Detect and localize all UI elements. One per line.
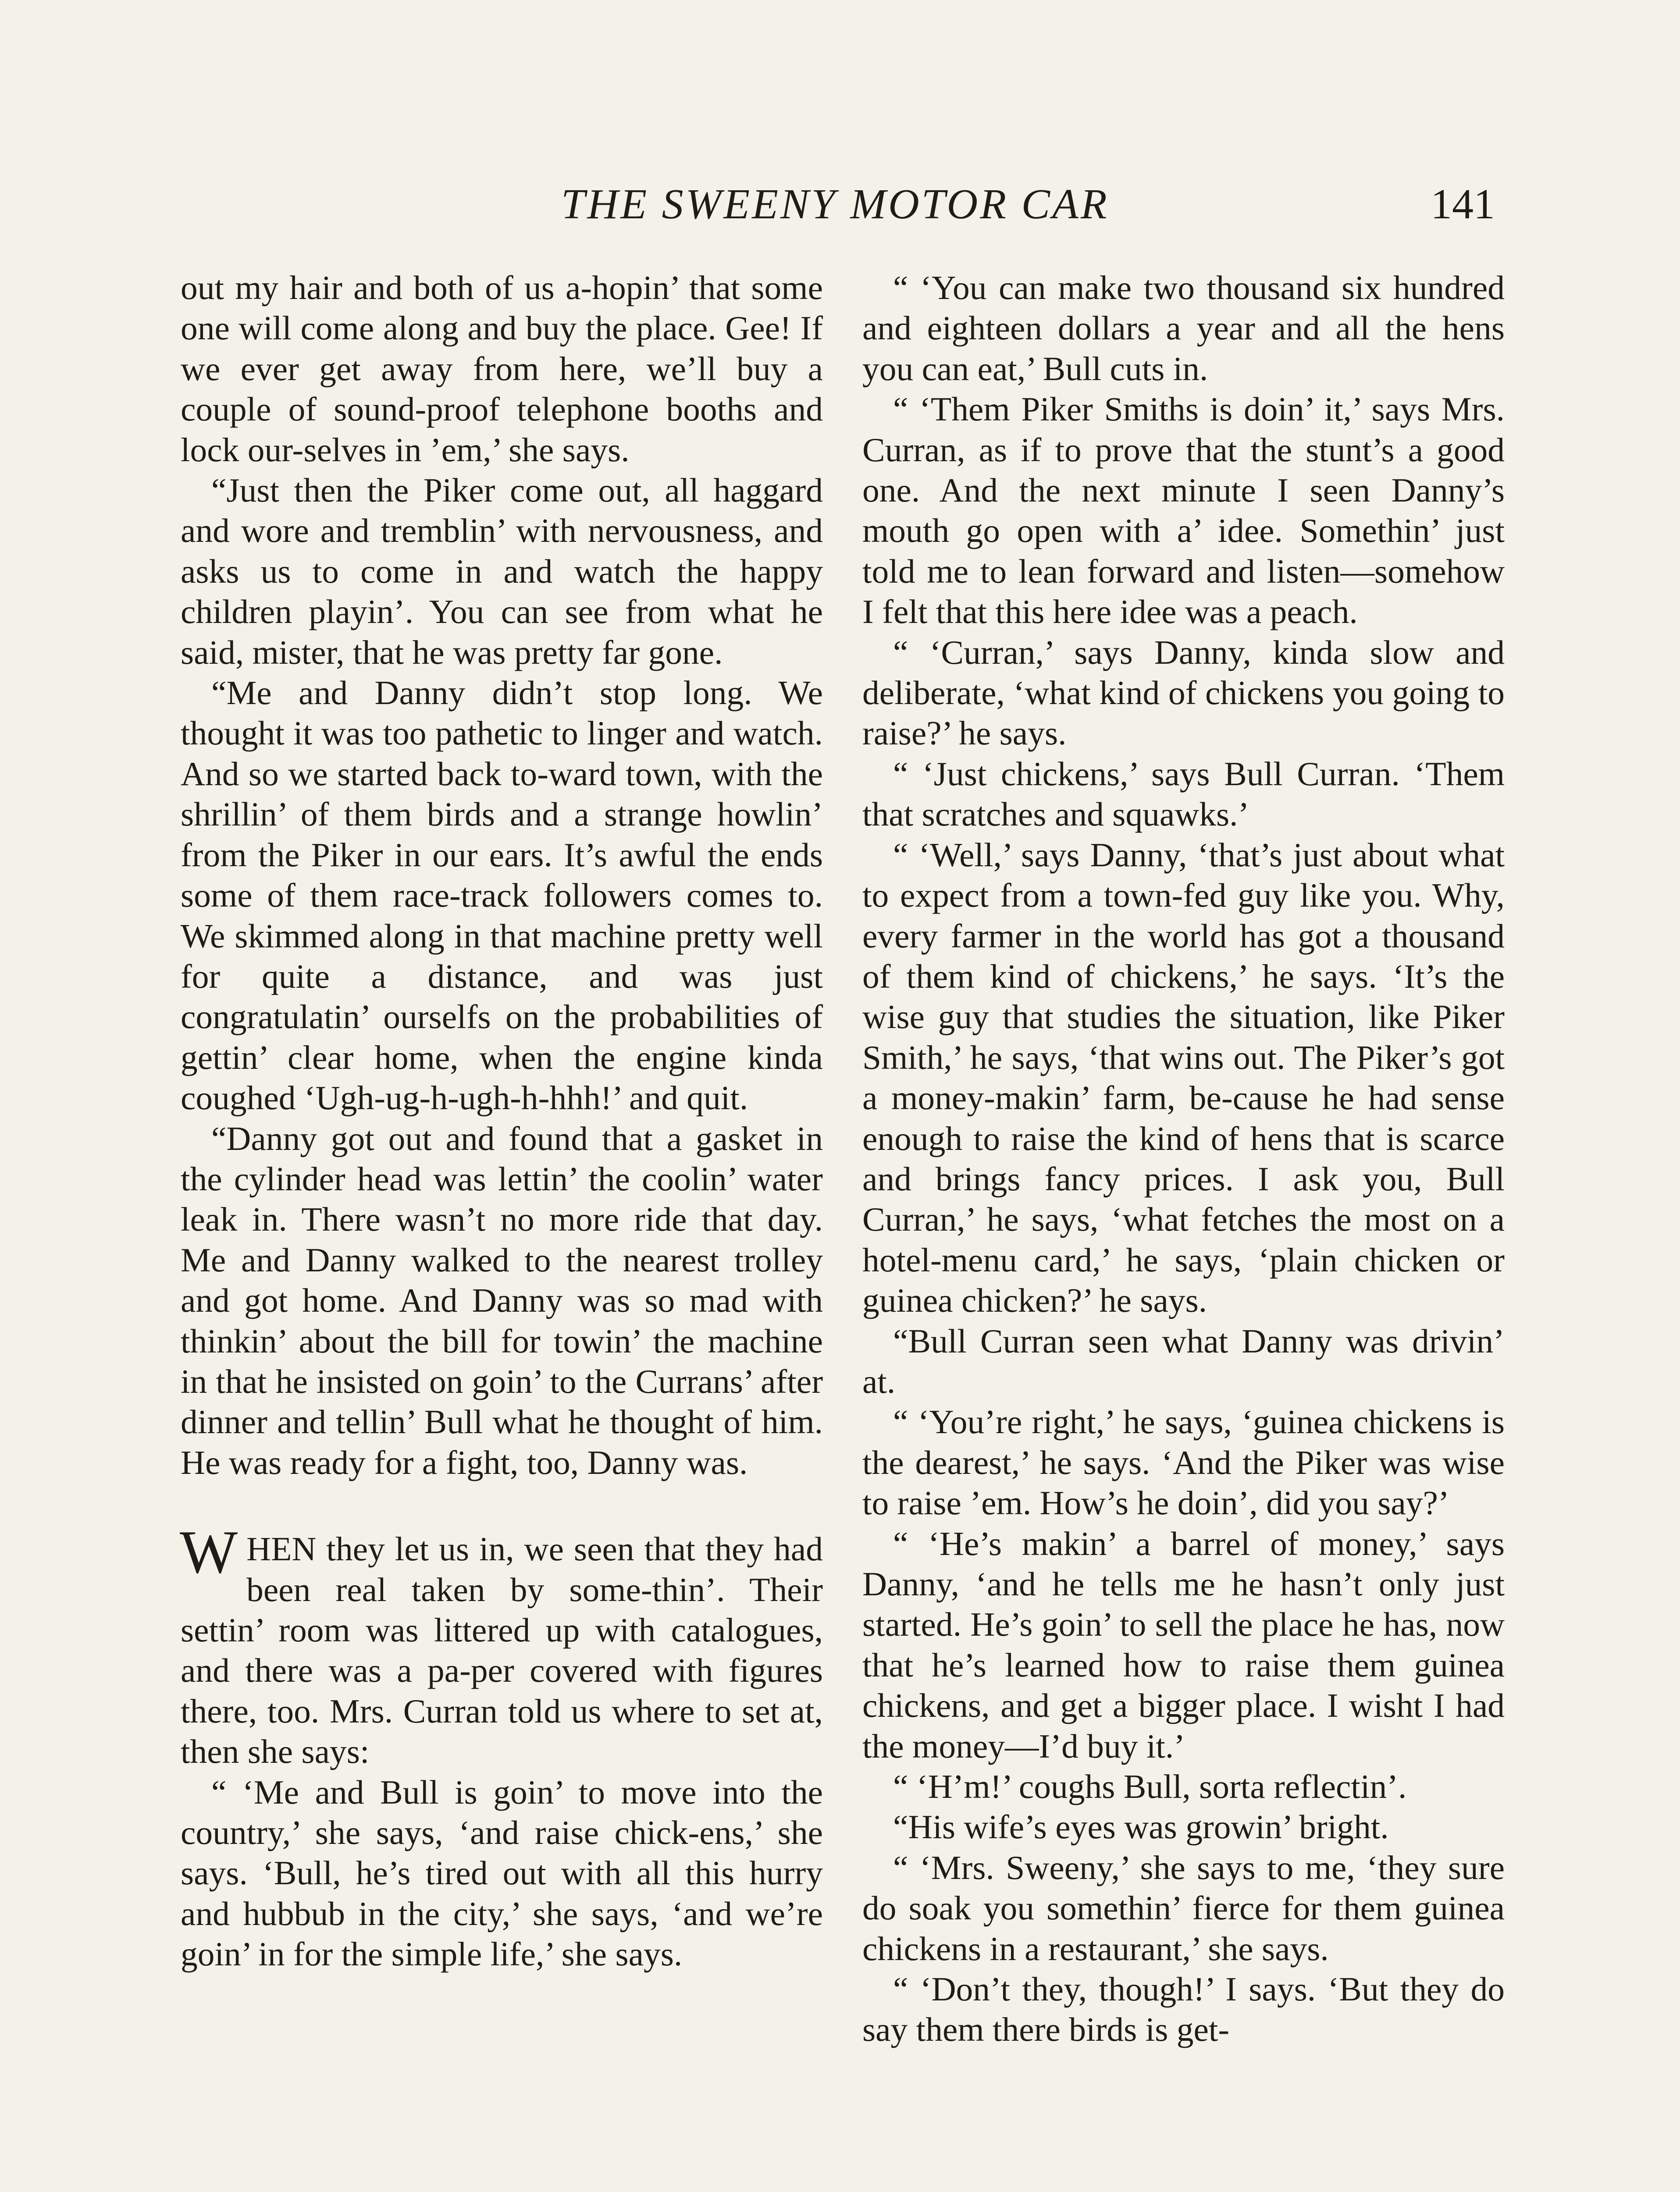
page-number: 141 [1431, 181, 1495, 228]
right-column [862, 267, 1505, 2050]
paragraph: “ ‘He’s makin’ a barrel of money,’ says Danny, ‘and he tells me he hasn’t only just started. He’s goin’ to sell the place he has, now that he’s learned how to raise them guinea chickens, and get a bigger place. I wisht I had the money—I’d buy it.’ [862, 1524, 1505, 1765]
section-break [181, 1483, 823, 1529]
paragraph: “Just then the Piker come out, all haggard and wore and tremblin’ with nervousness, and asks us to come in and watch the happy children playin’. You can see from what he said, mister, that he was pretty far gone. [181, 471, 823, 671]
paragraph: out my hair and both of us a-hopin’ that some one will come along and buy the place. Gee! If we ever get away from here, we’ll buy a couple of sound-proof telephone booths and lock our-selves in ’em,’ she says. [181, 269, 823, 469]
paragraph: “Bull Curran seen what Danny was drivin’ at. [862, 1322, 1505, 1400]
page-header [180, 180, 1499, 237]
paragraph: “ ‘Just chickens,’ says Bull Curran. ‘Them that scratches and squawks.’ [862, 754, 1505, 833]
paragraph: “ ‘Me and Bull is goin’ to move into the country,’ she says, ‘and raise chick-ens,’ she says. ‘Bull, he’s tired out with all this hurry and hubbub in the city,’ she says, ‘and we’re goin’ in for the simple life,’ she says. [181, 1773, 823, 1973]
paragraph: “ ‘H’m!’ coughs Bull, sorta reflectin’. [893, 1768, 1407, 1806]
paragraph: “Danny got out and found that a gasket in the cylinder head was lettin’ the coolin’ water leak in. There wasn’t no more ride that day. Me and Danny walked to the nearest trolley and got home. And Danny was so mad with thinkin’ about the bill for towin’ the machine in that he insisted on goin’ to the Currans’ after dinner and tellin’ Bull what he thought of him. He was ready for a fight, too, Danny was. [181, 1119, 823, 1481]
left-column [181, 267, 823, 1975]
paragraph: “ ‘Mrs. Sweeny,’ she says to me, ‘they sure do soak you somethin’ fierce for them guinea chickens in a restaurant,’ she says. [862, 1848, 1505, 1968]
paragraph: “ ‘Well,’ says Danny, ‘that’s just about what to expect from a town-fed guy like you. Why, every farmer in the world has got a thousand of them kind of chickens,’ he says. ‘It’s the wise guy that studies the situation, like Piker Smith,’ he says, ‘that wins out. The Piker’s got a money-makin’ farm, be-cause he had sense enough to raise the kind of hens that is scarce and brings fancy prices. I ask you, Bull Curran,’ he says, ‘what fetches the most on a hotel-menu card,’ he says, ‘plain chicken or guinea chicken?’ he says. [862, 836, 1505, 1320]
paragraph: “ ‘You can make two thousand six hundred and eighteen dollars a year and all the hens you can eat,’ Bull cuts in. [862, 269, 1505, 388]
paragraph: “ ‘Don’t they, though!’ I says. ‘But they do say them there birds is get- [862, 1970, 1505, 2049]
paragraph: “ ‘Curran,’ says Danny, kinda slow and deliberate, ‘what kind of chickens you going to raise?’ he says. [862, 633, 1505, 752]
section-opening-paragraph: WHEN they let us in, we seen that they had been real taken by some-thin’. Their settin’ room was littered up with catalogues, and there was a pa-per covered with figures there, too. Mrs. Curran told us where to set at, then she says: [180, 1518, 823, 1771]
paragraph: “ ‘Them Piker Smiths is doin’ it,’ says Mrs. Curran, as if to prove that the stunt’s a good one. And the next minute I seen Danny’s mouth go open with a’ idee. Somethin’ just told me to lean forward and listen—somehow I felt that this here idee was a peach. [862, 390, 1505, 631]
paragraph: “His wife’s eyes was growin’ bright. [893, 1808, 1389, 1846]
paragraph: “Me and Danny didn’t stop long. We thought it was too pathetic to linger and watch. And so we started back to-ward town, with the shrillin’ of them birds and a strange howlin’ from the Piker in our ears. It’s awful the ends some of them race-track followers comes to. We skimmed along in that machine pretty well for quite a distance, and was just congratulatin’ ourselfs on the probabilities of gettin’ clear home, when the engine kinda coughed ‘Ugh-ug-h-ugh-h-hhh!’ and quit. [181, 674, 823, 1117]
paragraph: “ ‘You’re right,’ he says, ‘guinea chickens is the dearest,’ he says. ‘And the Piker was wise to raise ’em. How’s he doin’, did you say?’ [862, 1403, 1505, 1522]
running-title: THE SWEENY MOTOR CAR [561, 181, 1109, 228]
